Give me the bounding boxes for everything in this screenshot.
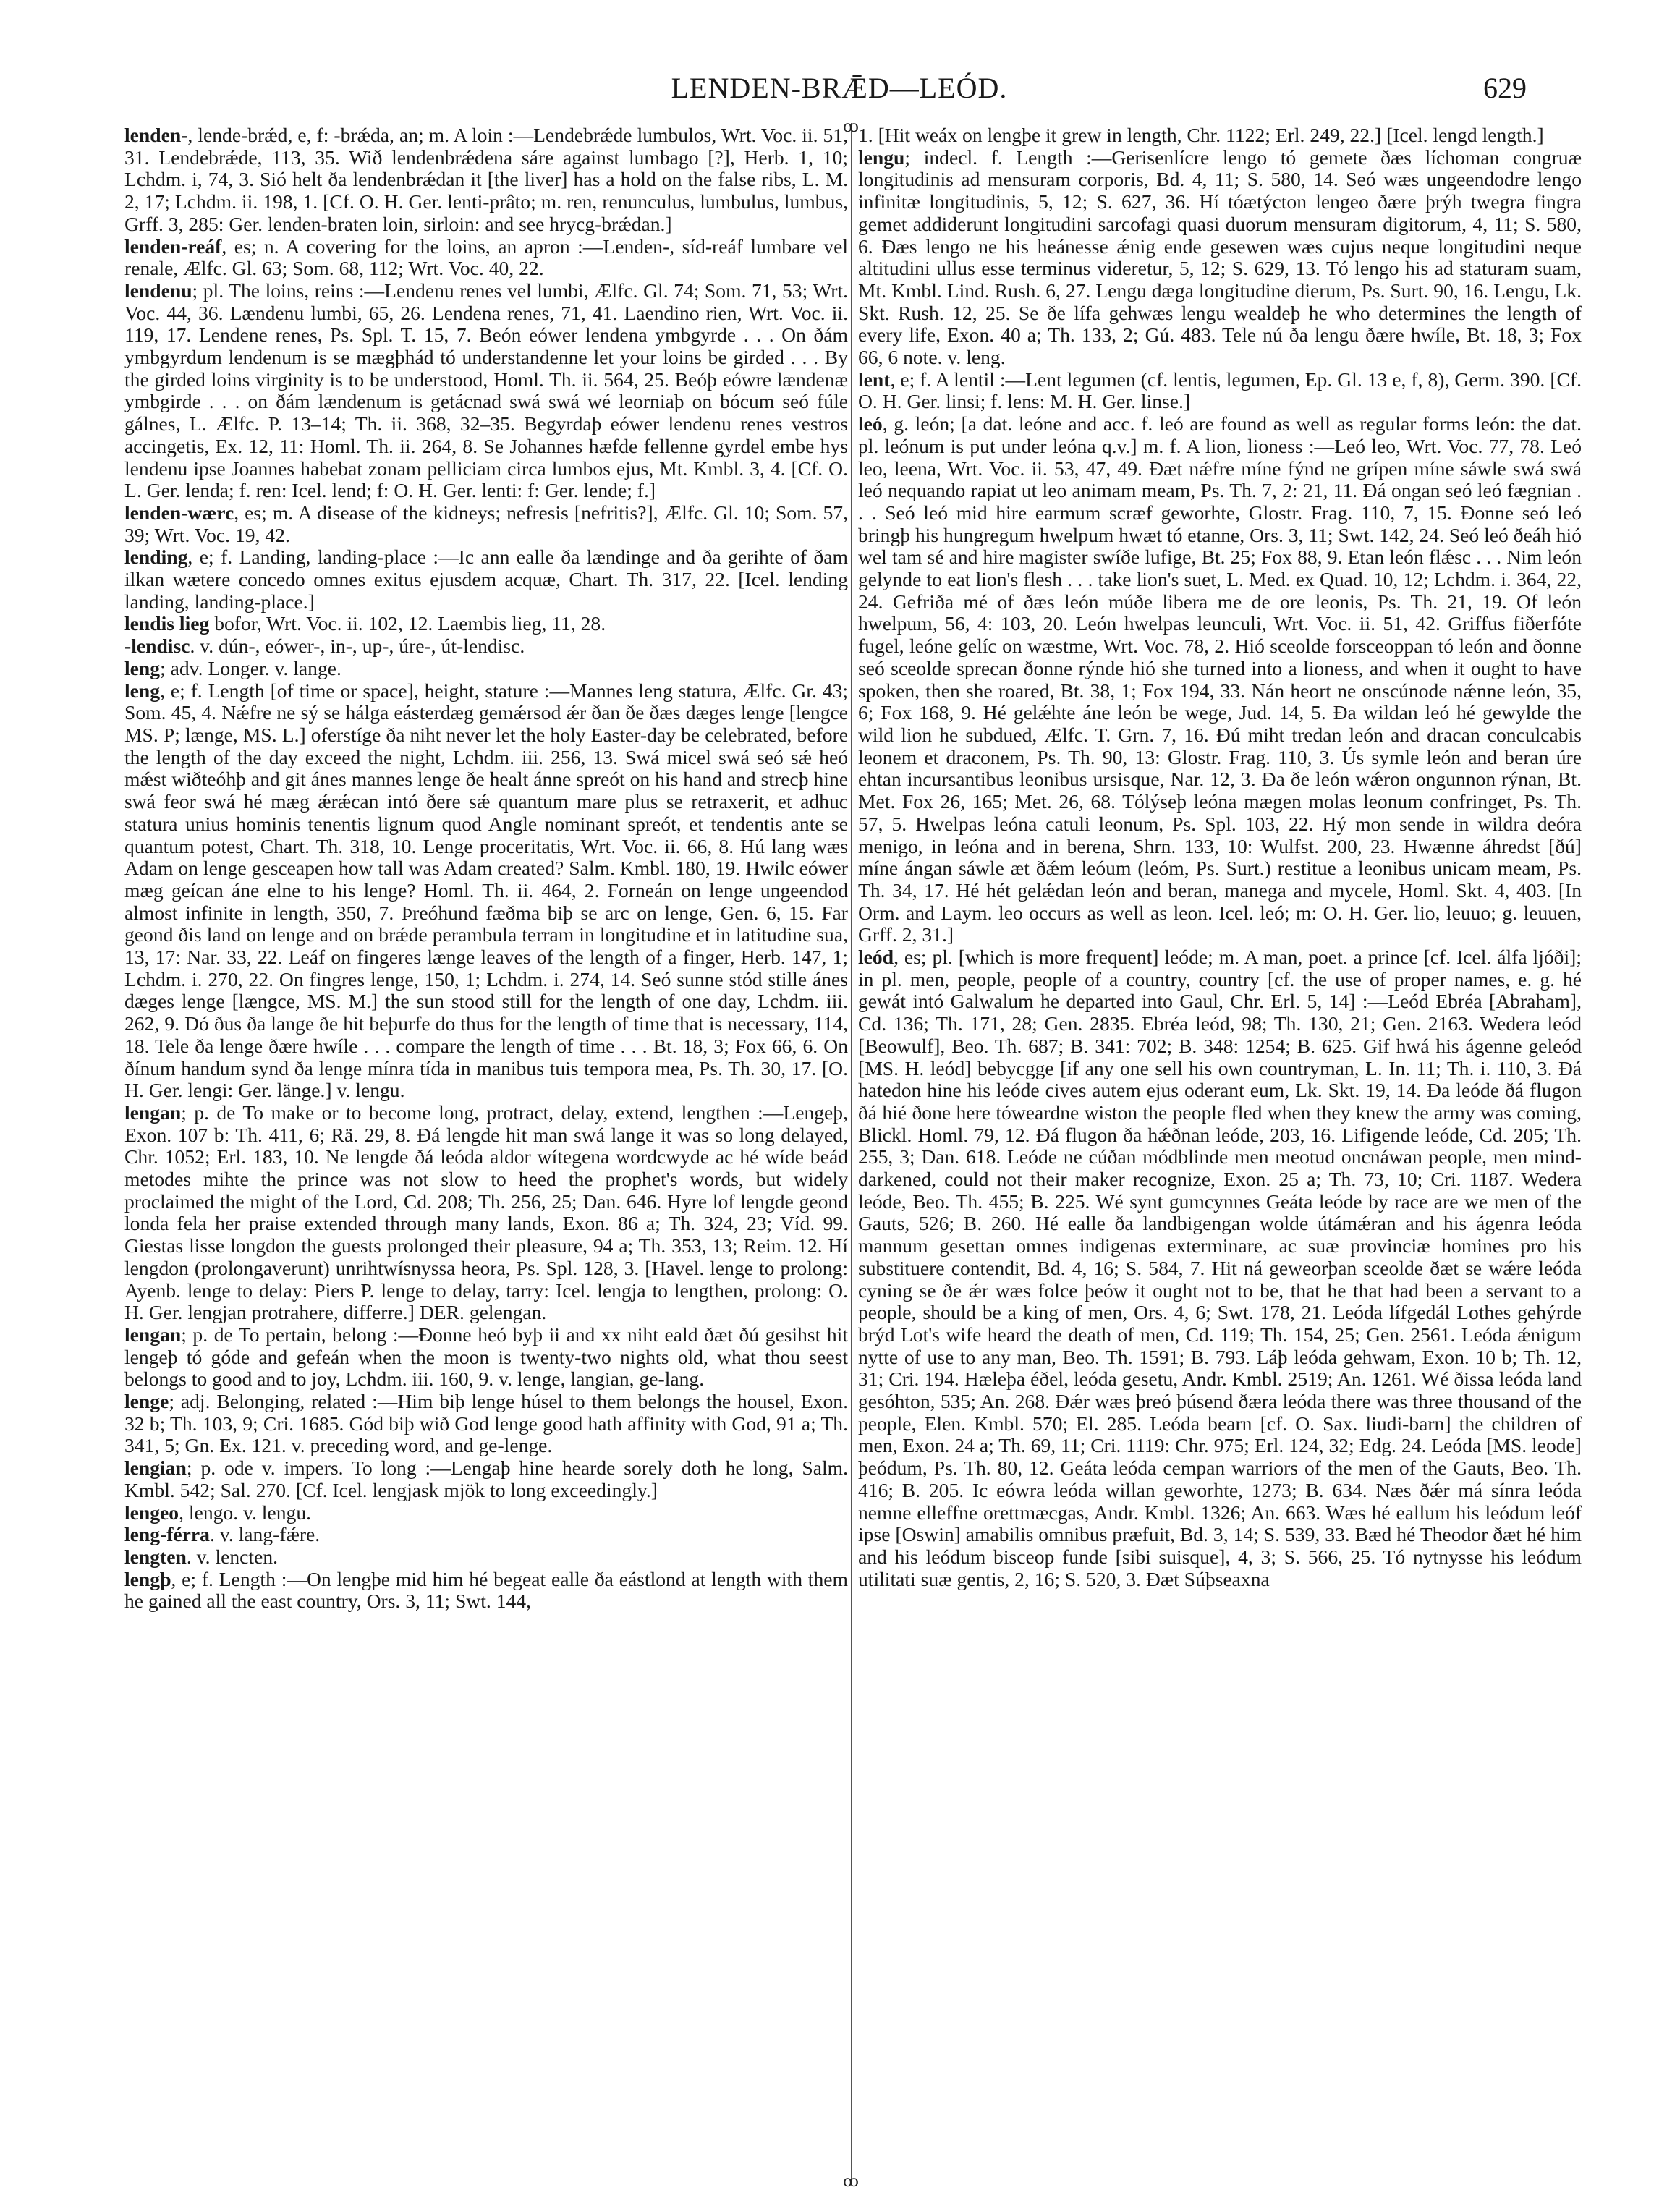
entry-definition: . v. lencten. (186, 1545, 279, 1568)
entry-headword: lengþ (124, 1567, 171, 1590)
entry-headword: -lendisc (124, 635, 190, 658)
entry-headword: lengten (124, 1545, 187, 1568)
entry-definition: ; p. de To make or to become long, protract, delay, extend, lengthen :—Lengeþ, Exon. 107 b: Th. 411, 6; Rä. 29, 8. Ðá lengde hit man swá lange it was so long delayed, Chr. 1052; Erl. 183, 10. Ne lengde ðá leóda aldor wítegena wordcwyde ac hé wíde beád metodes mihte the prince was not slow to heed the prophet's words, but widely proclaimed the might of the Lord, Cd. 208; Th. 256, 25; Dan. 646. Hyre lof lengde geond londa fela her praise extended through many lands, Exon. 86 a; Th. 324, 23; Víd. 99. Giestas lisse longdon the guests prolonged their pleasure, 94 a; Th. 353, 13; Reim. 12. Hí lengdon (prolongaverunt) unrihtwísnyssa heora, Ps. Spl. 128, 3. [Havel. lenge to prolong: Ayenb. lenge to delay: Piers P. lenge to delay, tarry: Icel. lengja to lengthen, prolong: O. H. Ger. lengjan protrahere, differre.] DER. gelengan. (124, 1100, 848, 1324)
entry-definition: , es; n. A covering for the loins, an apron :—Lenden-, síd-reáf lumbare vel renale, Ælfc. Gl. 63; Som. 68, 112; Wrt. Voc. 40, 22. (124, 234, 848, 280)
entry-definition: , lengo. v. lengu. (179, 1501, 312, 1524)
dictionary-entry (124, 1524, 848, 1546)
dictionary-entry (858, 147, 1582, 369)
entry-definition: ; adv. Longer. v. lange. (160, 656, 341, 679)
dictionary-entry (124, 546, 848, 613)
dictionary-entry (858, 369, 1582, 413)
entry-definition: . v. lang-fǽre. (209, 1523, 321, 1546)
entry-headword: leng-férra (124, 1523, 210, 1546)
entry-headword: lenden- (124, 124, 188, 146)
entry-headword: leó (858, 412, 883, 436)
entry-headword: lenden-wærc (124, 501, 234, 524)
entry-definition: ; pl. The loins, reins :—Lendenu renes vel lumbi, Ælfc. Gl. 74; Som. 71, 53; Wrt. Voc. 44, 36. Lændenu lumbi, 65, 26. Lendena renes, 71, 41. Laendino rien, Wrt. Voc. ii. 119, 17. Lendene renes, Ps. Spl. T. 15, 7. Beón eówer lendena ymbgyrde . . . On ðám ymbgyrdum lendenum is se mægþhád tó understandenne let your loins be girded . . . By the girded loins virginity is to be understood, Homl. Th. ii. 564, 25. Beóþ eówre lændenæ ymbgirde . . . on ðám lændenum is getácnad swá swá wé leorniaþ on bócum seó fúle gálnes, L. Ælfc. P. 13–14; Th. ii. 368, 32–35. Begyrdaþ eówer lendenu renes vestros accingetis, Ex. 12, 11: Homl. Th. ii. 264, 8. Se Johannes hæfde fellenne gyrdel embe hys lendenu ipse Joannes habebat zonam pelliciam circa lumbos ejus, Mt. Kmbl. 3, 4. [Cf. O. L. Ger. lenda; f. ren: Icel. lend; f: O. H. Ger. lenti: f: Ger. lende; f.] (124, 279, 848, 502)
dictionary-entry (124, 1546, 848, 1569)
entry-definition: , e; f. Length [of time or space], height, stature :—Mannes leng statura, Ælfc. Gr. 43; Som. 45, 4. Nǽfre ne sý se hálga eásterdæg gemǽrsod ǽr ðan ðe ðæs dæges lenge [lengce MS. P; længe, MS. L.] oferstíge ða niht never let the holy Easter-day be celebrated, before the length of the day exceed the night, Lchdm. iii. 256, 13. Swá micel swá seó sǽ heó mǽst wiðteóhþ and git ánes mannes lenge ðe healt ánne spreót on his hand and strecþ hine swá feor swá hé mæg ǽrǽcan intó ðere sǽ quantum mare plus se retraxerit, et adhuc statura unius hominis tenentis lignum quod Angle nominant spreót, et tendentis ante se quantum potest, Chart. Th. 318, 10. Lenge proceritatis, Wrt. Voc. ii. 66, 8. Hú lang wæs Adam on lenge gesceapen how tall was Adam created? Salm. Kmbl. 180, 19. Hwilc eówer mæg geícan áne elne to his lenge? Homl. Th. ii. 464, 2. Forneán on lenge ungeendod almost infinite in length, 350, 7. Þreóhund fæðma biþ se arc on lenge, Gen. 6, 15. Far geond ðis land on lenge and on brǽde perambula terram in longitudine et in latitudine sua, 13, 17: Nar. 33, 22. Leáf on fingeres længe leaves of the length of a finger, Herb. 147, 1; Lchdm. i. 270, 22. On fingres lenge, 150, 1; Lchdm. i. 274, 14. Seó sunne stód stille ánes dæges lenge [længce, MS. M.] the sun stood still for the length of one day, Lchdm. iii. 262, 9. Dó ðus ða lange ðe hit beþurfe do thus for the length of time that is necessary, 114, 18. Tele ða lenge ðære hwíle . . . compare the length of time . . . Bt. 18, 3; Fox 66, 6. On ðínum handum synd ða lenge mínra tída in manibus tuis tempora mea, Ps. Th. 30, 17. [O. H. Ger. lengi: Ger. länge.] v. lengu. (124, 679, 848, 1102)
dictionary-entry (124, 1569, 848, 1613)
entry-headword: leng (124, 656, 161, 679)
entry-definition: ; p. ode v. impers. To long :—Lengaþ hine hearde sorely doth he long, Salm. Kmbl. 542; Sal. 270. [Cf. Icel. lengjask mjök to long exceedingly.] (124, 1456, 848, 1501)
entry-definition: , e; f. A lentil :—Lent legumen (cf. lentis, legumen, Ep. Gl. 13 e, f, 8), Germ. 390. [Cf. O. H. Ger. linsi; f. lens: M. H. Ger. linse.] (858, 368, 1582, 413)
entry-headword: lendis lieg (124, 612, 210, 635)
page-header (152, 71, 1527, 114)
dictionary-entry (124, 658, 848, 680)
dictionary-entry (858, 946, 1582, 1590)
page-number: 629 (1483, 72, 1527, 104)
dictionary-entry (124, 1324, 848, 1391)
entry-definition: bofor, Wrt. Voc. ii. 102, 12. Laembis lieg, 11, 28. (209, 612, 606, 635)
entry-headword: lengian (124, 1456, 187, 1480)
entry-definition: ; p. de To pertain, belong :—Ðonne heó byþ ii and xx niht eald ðæt ðú gesihst hit lengeþ tó góde and gefeán when the moon is twenty-two nights old, what thou seest belongs to good and to joy, Lchdm. iii. 160, 9. v. lenge, langian, ge-lang. (124, 1323, 848, 1391)
entry-headword: lenden-reáf (124, 234, 222, 258)
entry-headword: lending (124, 546, 188, 569)
dictionary-entry (124, 1102, 848, 1324)
entry-definition: , es; m. A disease of the kidneys; nefresis [nefritis?], Ælfc. Gl. 10; Som. 57, 39; Wrt. Voc. 19, 42. (124, 501, 848, 546)
entry-headword: lendenu (124, 279, 192, 302)
entry-definition: , es; pl. [which is more frequent] leóde; m. A man, poet. a prince [cf. Icel. álfa ljóði]; in pl. men, people, people of a country, country [cf. the use of proper names, e. g. hé gewát intó Galwalum he departed into Gaul, Chr. Erl. 5, 14] :—Leód Ebréa [Abraham], Cd. 136; Th. 171, 28; Gen. 2835. Ebréa leód, 98; Th. 130, 21; Gen. 2163. Wedera leód [Beowulf], Beo. Th. 687; B. 341: 702; B. 348: 1254; B. 625. Gif hwá his ágenne geleód [MS. H. leód] bebycgge [if any one sell his own countryman, L. In. 11; Th. i. 110, 3. Ðá hatedon hine his leóde cives autem ejus oderant eum, Lk. Skt. 19, 14. Ða leóde ðá flugon ðá hié ðone here tóweardne wiston the people fled when they knew the army was coming, Blickl. Homl. 79, 12. Ðá flugon ða hǽðnan leóde, 203, 16. Lifigende leóde, Cd. 205; Th. 255, 3; Dan. 618. Leóde ne cúðan módblinde men meotud oncnáwan people, men mind-darkened, could not their maker recognize, Exon. 25 a; Th. 73, 10; Cri. 1187. Wedera leóde, Beo. Th. 455; B. 225. Wé synt gumcynnes Geáta leóde by race are we men of the Gauts, 526; B. 260. Hé ealle ða landbigengan wolde útámǽran and his ágenra leóda mannum gesettan omnes indigenas exterminare, ac suæ provinciæ homines pro his substituere contendit, Bd. 4, 16; S. 584, 7. Hit ná geweorþan sceolde ðæt se wǽre leóda cyning se ðe ǽr wæs folce þeów it ought not to be, that he that had been a servant to a people, should be a king of men, Ors. 4, 6; Swt. 178, 21. Leóda lífgedál Lothes gehýrde brýd Lot's wife heard the death of men, Cd. 119; Th. 154, 25; Gen. 2561. Leóda ǽnigum nytte of use to any man, Beo. Th. 1591; B. 793. Láþ leóda gehwam, Exon. 10 b; Th. 12, 31; Cri. 194. Hæleþa éðel, leóda gesetu, Andr. Kmbl. 2519; An. 1261. Wé ðissa leóda land gesóhton, 535; An. 268. Ðǽr wæs þreó þúsend ðæra leóda there was three thousand of the people, Elen. Kmbl. 570; El. 285. Leóda bearn [cf. O. Sax. liudi-barn] the children of men, Exon. 24 a; Th. 69, 11; Cri. 1119: Chr. 975; Erl. 124, 32; Edg. 24. Leóda [MS. leode] þeódum, Ps. Th. 80, 12. Geáta leóda cempan warriors of the men of the Gauts, Beo. Th. 416; B. 205. Ic eówra leóda willan geworhte, 1273; B. 634. Næs ðǽr má sínra leóda nemne elleffne orettmæcgas, Andr. Kmbl. 1326; An. 663. Wæs hé eallum his leódum leóf ipse [Oswin] amabilis omnibus præfuit, Bd. 3, 14; S. 539, 33. Bæd hé Theodor ðæt hé him and his leódum bisceop funde [sibi suisque], 4, 3; S. 566, 25. Tó nytnysse his leódum utilitati suæ gentis, 2, 16; S. 520, 3. Ðæt Súþseaxna (858, 946, 1582, 1590)
dictionary-entry (124, 1457, 848, 1501)
dictionary-entry (124, 613, 848, 635)
entry-definition: . v. dún-, eówer-, in-, up-, úre-, út-lendisc. (190, 635, 525, 658)
entry-definition: , e; f. Landing, landing-place :—Ic ann ealle ða lændinge and ða gerihte of ðam ilkan wætere concedo omnes exitus ejusdem acquæ, Chart. Th. 317, 22. [Icel. lending landing, landing-place.] (124, 546, 848, 613)
entry-headword: lengeo (124, 1501, 179, 1524)
entry-definition: , e; f. Length :—On lengþe mid him hé begeat ealle ða eástlond at length with them he gained all the east country, Ors. 3, 11; Swt. 144, (124, 1567, 848, 1613)
entry-headword: lengan (124, 1323, 182, 1346)
entry-headword: lenge (124, 1390, 169, 1413)
divider-ornament-bottom: ꝏ (843, 2172, 859, 2190)
dictionary-entry (124, 124, 848, 236)
entry-definition: ; adj. Belonging, related :—Him biþ lenge húsel to them belongs the housel, Exon. 32 b; Th. 103, 9; Cri. 1685. Gód biþ wið God lenge good hath affinity with God, 91 a; Th. 341, 5; Gn. Ex. 121. v. preceding word, and ge-lenge. (124, 1390, 848, 1457)
column-divider (851, 123, 852, 2184)
entry-definition: , lende-brǽd, e, f: -brǽda, an; m. A loin :—Lendebrǽde lumbulos, Wrt. Voc. ii. 51, 31. Lendebrǽde, 113, 35. Wið lendenbrǽdena sáre against lumbago [?], Herb. 1, 10; Lchdm. i, 74, 3. Sió helt ða lendenbrǽdan it [the liver] has a hold on the false ribs, L. M. 2, 17; Lchdm. ii. 198, 1. [Cf. O. H. Ger. lenti-prâto; m. ren, renunculus, lumbulus, lumbus, Grff. 3, 285: Ger. lenden-braten loin, sirloin: and see hrycg-brǽdan.] (124, 124, 848, 235)
entry-definition: , g. león; [a dat. leóne and acc. f. leó are found as well as regular forms león: the dat. pl. leónum is put under leóna q.v.] m. f. A lion, lioness :—Leó leo, Wrt. Voc. 77, 78. Leó leo, leena, Wrt. Voc. ii. 53, 47, 49. Ðæt nǽfre míne fýnd ne grípen míne sáwle swá swá leó nequando rapiat ut leo animam meam, Ps. Th. 7, 2: 21, 11. Ðá ongan seó leó fægnian . . . Seó leó mid hire earmum scræf geworhte, Glostr. Frag. 110, 7, 15. Ðonne seó leó bringþ his hungregum hwelpum hwæt tó etanne, Ors. 3, 11; Swt. 142, 24. Seó leó ðeáh hió wel tam sé and hire magister swíðe lufige, Bt. 25; Fox 88, 9. Etan león flǽsc . . . Nim león gelynde to eat lion's flesh . . . take lion's suet, L. Med. ex Quad. 10, 12; Lchdm. i. 364, 22, 24. Gefriða mé of ðæs león múðe libera me de ore leonis, Ps. Th. 21, 19. Of león hwelpum, 56, 4: 103, 20. León hwelpas leunculi, Wrt. Voc. ii. 51, 42. Griffus fiðerfóte fugel, leóne gelíc on wæstme, Wrt. Voc. 78, 2. Hió sceolde forsceoppan tó león and ðonne seó sceolde sprecan ðonne rýnde hió she turned into a lioness, and when it ought to have spoken, then she roared, Bt. 38, 1; Fox 194, 33. Nán heort ne onscúnode nǽnne león, 35, 6; Fox 168, 9. Hé gelǽhte áne león be wege, Jud. 14, 5. Ða wildan leó hé gewylde the wild lion he subdued, Ælfc. T. Grn. 7, 16. Ðú miht tredan león and dracan conculcabis leonem et draconem, Ps. Th. 90, 13: Glostr. Frag. 110, 3. Ús symle león and beran úre ehtan incursantibus leonibus ursisque, Nar. 12, 3. Ða ðe león wǽron ongunnon rýnan, Bt. Met. Fox 26, 165; Met. 26, 68. Tólýseþ leóna mægen molas leonum confringet, Ps. Th. 57, 5. Hwelpas leóna catuli leonum, Ps. Spl. 103, 22. Hý mon sende in wildra deóra menigo, in leóna and in berena, Shrn. 133, 10: Wulfst. 200, 23. Hwænne áhredst [ðú] míne ángan sáwle æt ðǽm leóum (leóm, Ps. Surt.) restitue a leonibus unicam meam, Ps. Th. 34, 17. Hé hét gelǽdan león and beran, manega and mycele, Homl. Skt. 4, 403. [In Orm. and Laym. leo occurs as well as leon. Icel. leó; m: O. H. Ger. lio, leuuo; g. leuuen, Grff. 2, 31.] (858, 412, 1582, 946)
entry-definition: 1. [Hit weáx on lengþe it grew in length, Chr. 1122; Erl. 249, 22.] [Icel. lengd length.] (858, 124, 1544, 146)
divider-ornament-top: ꝏ (843, 117, 859, 135)
left-column (124, 124, 848, 1613)
dictionary-entry (124, 236, 848, 280)
dictionary-entry (124, 502, 848, 546)
entry-headword: lengu (858, 145, 905, 169)
dictionary-entry (124, 680, 848, 1102)
entry-headword: lengan (124, 1100, 182, 1124)
dictionary-entry (858, 124, 1582, 147)
dictionary-entry (124, 1391, 848, 1457)
dictionary-entry (124, 280, 848, 502)
entry-headword: lent (858, 368, 891, 391)
entry-headword: leód (858, 946, 894, 969)
entry-definition: ; indecl. f. Length :—Gerisenlícre lengo tó gemete ðæs líchoman congruæ longitudinis ad mensuram corporis, Bd. 4, 11; S. 580, 14. Seó wæs ungeendodre lengo infinitæ longitudinis, 5, 12; S. 627, 36. Hí tóætýcton lengeo ðære þrýh twegra fingra gemet addiderunt longitudini sarcofagi quasi duorum mensuram digitorum, 4, 11; S. 580, 6. Ðæs lengo ne his heánesse ǽnig ende gesewen wæs cujus neque longitudini neque altitudini ullus esse terminus videretur, 5, 12; S. 629, 13. Tó lengo his ad staturam suam, Mt. Kmbl. Lind. Rush. 6, 27. Lengu dæga longitudine dierum, Ps. Surt. 90, 16. Lengu, Lk. Skt. Rush. 12, 25. Se ðe lífa gehwæs lengu wealdeþ he who determines the length of every life, Exon. 40 a; Th. 133, 2; Gú. 483. Tele nú ða lengu ðære hwíle, Bt. 18, 3; Fox 66, 6 note. v. leng. (858, 145, 1582, 369)
dictionary-entry (858, 413, 1582, 946)
dictionary-entry (124, 635, 848, 658)
right-column (858, 124, 1582, 1590)
entry-headword: leng (124, 679, 161, 702)
dictionary-entry (124, 1502, 848, 1524)
running-head: LENDEN-BRǢD—LEÓD. (671, 72, 1008, 104)
